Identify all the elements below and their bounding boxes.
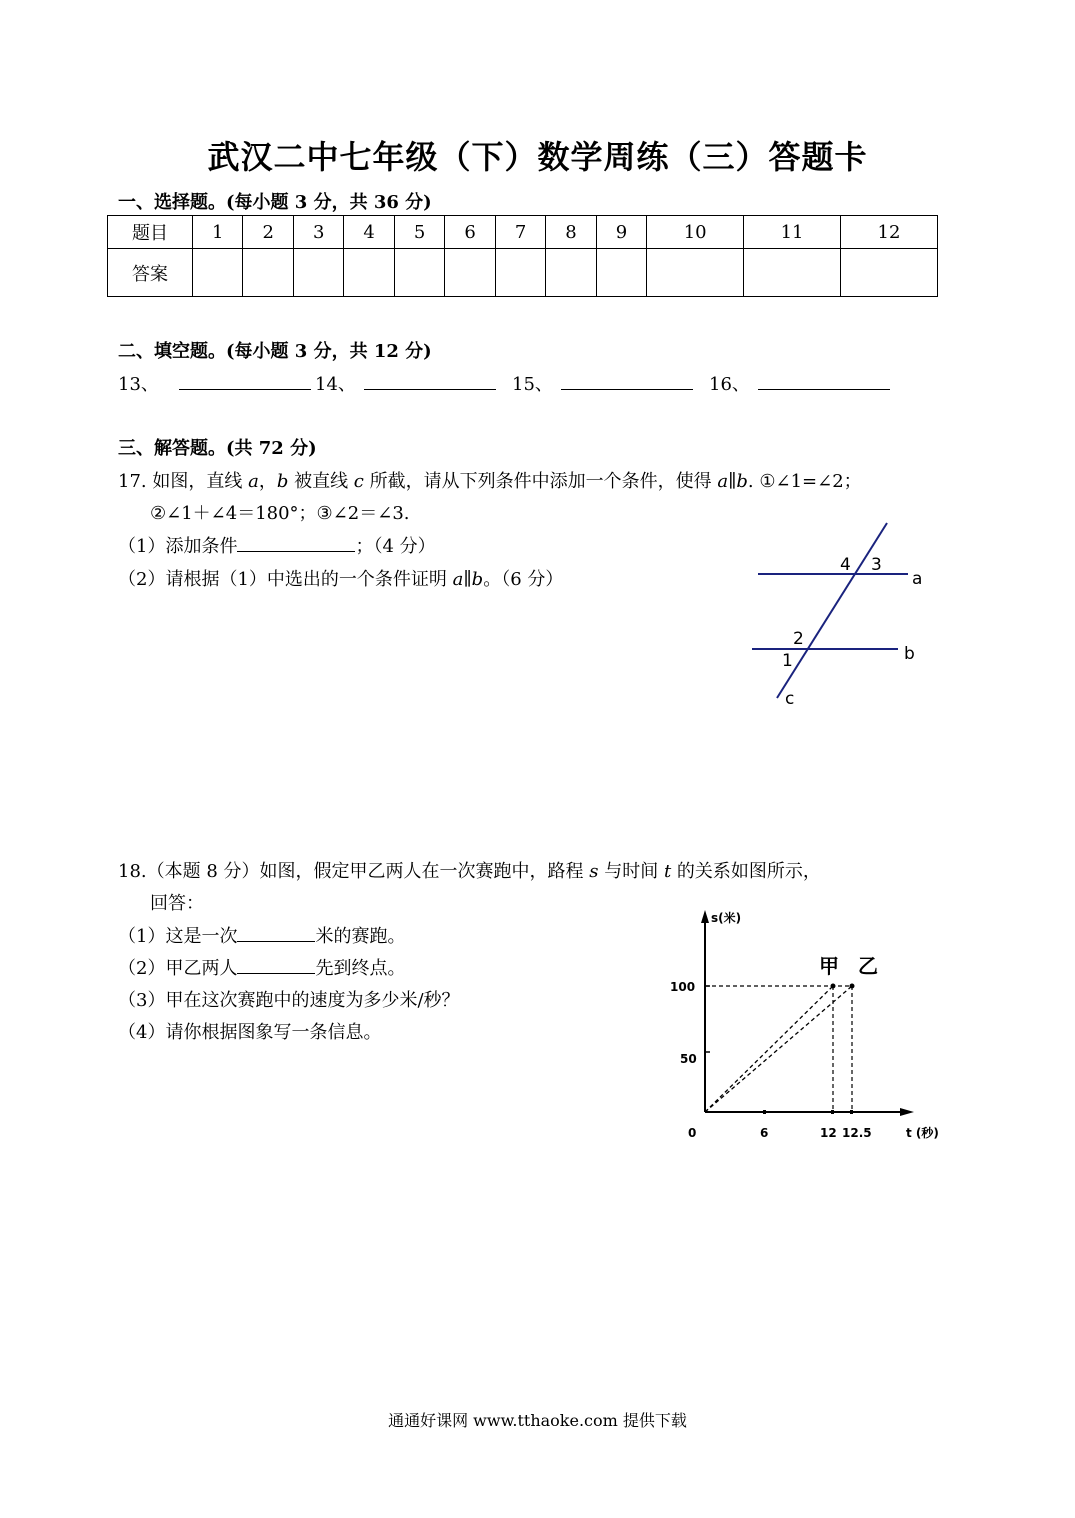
answer-table (107, 215, 938, 297)
x-tick-label-0: 0 (688, 1126, 697, 1140)
q17-text: 被直线 (288, 471, 354, 492)
q17-var: a∥b (452, 569, 484, 590)
answer-table-header-row (108, 216, 938, 249)
q17-text: ， (258, 471, 277, 492)
x-tick-12 (831, 1110, 834, 1114)
q18-part1 (118, 922, 405, 948)
y-axis-label: s(米) (711, 911, 742, 925)
y-tick-label-100: 100 (670, 980, 696, 994)
fill-blank-label: 14、 (315, 374, 356, 395)
point-yi-end (850, 984, 855, 989)
fill-blank-16 (709, 370, 890, 396)
q17-var: c (353, 471, 364, 492)
q18-text: （1）这是一次 (118, 926, 238, 947)
section1-heading: 一、选择题。(每小题 3 分，共 36 分) (118, 192, 432, 213)
footer-credit: 通通好课网 www.tthaoke.com 提供下载 (388, 1411, 687, 1430)
series-label-jia: 甲 (819, 954, 839, 978)
q18-part2 (118, 954, 405, 980)
fill-blank-line[interactable] (561, 371, 693, 390)
parallel-lines-figure (740, 515, 940, 715)
question-number: 5 (394, 216, 444, 249)
line-label-a: a (912, 569, 923, 589)
fill-blank-line[interactable] (364, 371, 496, 390)
q18-part3: （3）甲在这次赛跑中的速度为多少米/秒？ (118, 990, 460, 1011)
q17-line1 (118, 467, 862, 493)
question-number: 1 (193, 216, 243, 249)
answer-cell[interactable] (495, 249, 545, 297)
q18-text: 与时间 (598, 861, 664, 882)
angle-label-2: 2 (793, 629, 804, 649)
x-tick-6 (763, 1110, 766, 1114)
q18-var: s (589, 861, 599, 882)
answer-cell[interactable] (344, 249, 394, 297)
q17-var: b (276, 471, 289, 492)
fill-blank-line[interactable] (179, 371, 311, 390)
page-title: 武汉二中七年级（下）数学周练（三）答题卡 (207, 138, 868, 176)
q18-line2: 回答： (150, 893, 204, 914)
fill-blank-13 (118, 370, 311, 396)
q17-var: a∥b (717, 471, 748, 492)
answer-cell[interactable] (445, 249, 495, 297)
fill-blank-14 (315, 370, 496, 396)
answer-cell[interactable] (596, 249, 646, 297)
x-tick-label-6: 6 (760, 1126, 769, 1140)
question-number: 6 (445, 216, 495, 249)
question-number: 4 (344, 216, 394, 249)
q18-var: t (663, 861, 672, 882)
question-number: 10 (647, 216, 744, 249)
q18-text: 先到终点。 (315, 958, 406, 979)
section2-heading: 二、填空题。(每小题 3 分，共 12 分) (118, 341, 432, 362)
section3-heading: 三、解答题。(共 72 分) (118, 438, 317, 459)
line-label-c: c (785, 689, 795, 709)
fill-blank-15 (512, 370, 693, 396)
line-label-b: b (904, 644, 915, 664)
x-axis-label: t (秒) (906, 1126, 939, 1140)
q17-part1 (118, 532, 436, 558)
question-number: 3 (293, 216, 343, 249)
q17-line2: ②∠1＋∠4＝180°；③∠2＝∠3. (150, 503, 410, 524)
answer-cell[interactable] (647, 249, 744, 297)
q18-text: （2）甲乙两人 (118, 958, 238, 979)
question-number: 2 (243, 216, 293, 249)
angle-label-1: 1 (782, 651, 793, 671)
q18-text: 米的赛跑。 (315, 926, 406, 947)
q18-blank-winner[interactable] (237, 955, 315, 974)
answer-cell[interactable] (293, 249, 343, 297)
answer-cell[interactable] (546, 249, 596, 297)
x-tick-label-12: 12 (820, 1126, 837, 1140)
q18-text: 的关系如图所示， (671, 861, 821, 882)
q18-text: 18.（本题 8 分）如图，假定甲乙两人在一次赛跑中，路程 (118, 861, 590, 882)
q17-text: 所截，请从下列条件中添加一个条件，使得 (363, 471, 718, 492)
series-yi (705, 986, 852, 1112)
race-chart (660, 905, 950, 1150)
q17-var: a (248, 471, 259, 492)
fill-blank-label: 13、 (118, 374, 159, 395)
q18-part4: （4）请你根据图象写一条信息。 (118, 1022, 382, 1043)
x-tick-label-12-5: 12.5 (842, 1126, 872, 1140)
question-number: 9 (596, 216, 646, 249)
point-jia-end (831, 984, 836, 989)
q17-text: ；（4 分） (355, 536, 436, 557)
series-jia (705, 986, 833, 1112)
answer-cell[interactable] (394, 249, 444, 297)
answer-cell[interactable] (744, 249, 841, 297)
q17-part2 (118, 565, 563, 591)
x-axis-arrow (900, 1108, 914, 1116)
q17-text: 17. 如图，直线 (118, 471, 249, 492)
answer-cell[interactable] (841, 249, 938, 297)
row-label-answer: 答案 (108, 249, 193, 297)
q18-line1 (118, 857, 821, 883)
series-label-yi: 乙 (858, 954, 878, 978)
angle-label-4: 4 (840, 555, 851, 575)
angle-label-3: 3 (871, 555, 882, 575)
fill-blank-label: 15、 (512, 374, 553, 395)
y-axis-arrow (701, 910, 709, 923)
q17-condition-blank[interactable] (237, 533, 355, 552)
question-number: 8 (546, 216, 596, 249)
q17-text: 。（6 分） (483, 569, 564, 590)
x-tick-12-5 (850, 1110, 853, 1114)
question-number: 11 (744, 216, 841, 249)
y-tick-label-50: 50 (680, 1052, 697, 1066)
q17-text: （2）请根据（1）中选出的一个条件证明 (118, 569, 453, 590)
q17-text: （1）添加条件 (118, 536, 238, 557)
answer-cell[interactable] (193, 249, 243, 297)
fill-blank-line[interactable] (758, 371, 890, 390)
fill-blank-label: 16、 (709, 374, 750, 395)
answer-table-answer-row (108, 249, 938, 297)
q17-text: . ①∠1=∠2； (747, 471, 862, 492)
row-label-question: 题目 (108, 216, 193, 249)
q18-blank-distance[interactable] (237, 923, 315, 942)
question-number: 12 (841, 216, 938, 249)
answer-cell[interactable] (243, 249, 293, 297)
line-c (777, 523, 887, 698)
question-number: 7 (495, 216, 545, 249)
